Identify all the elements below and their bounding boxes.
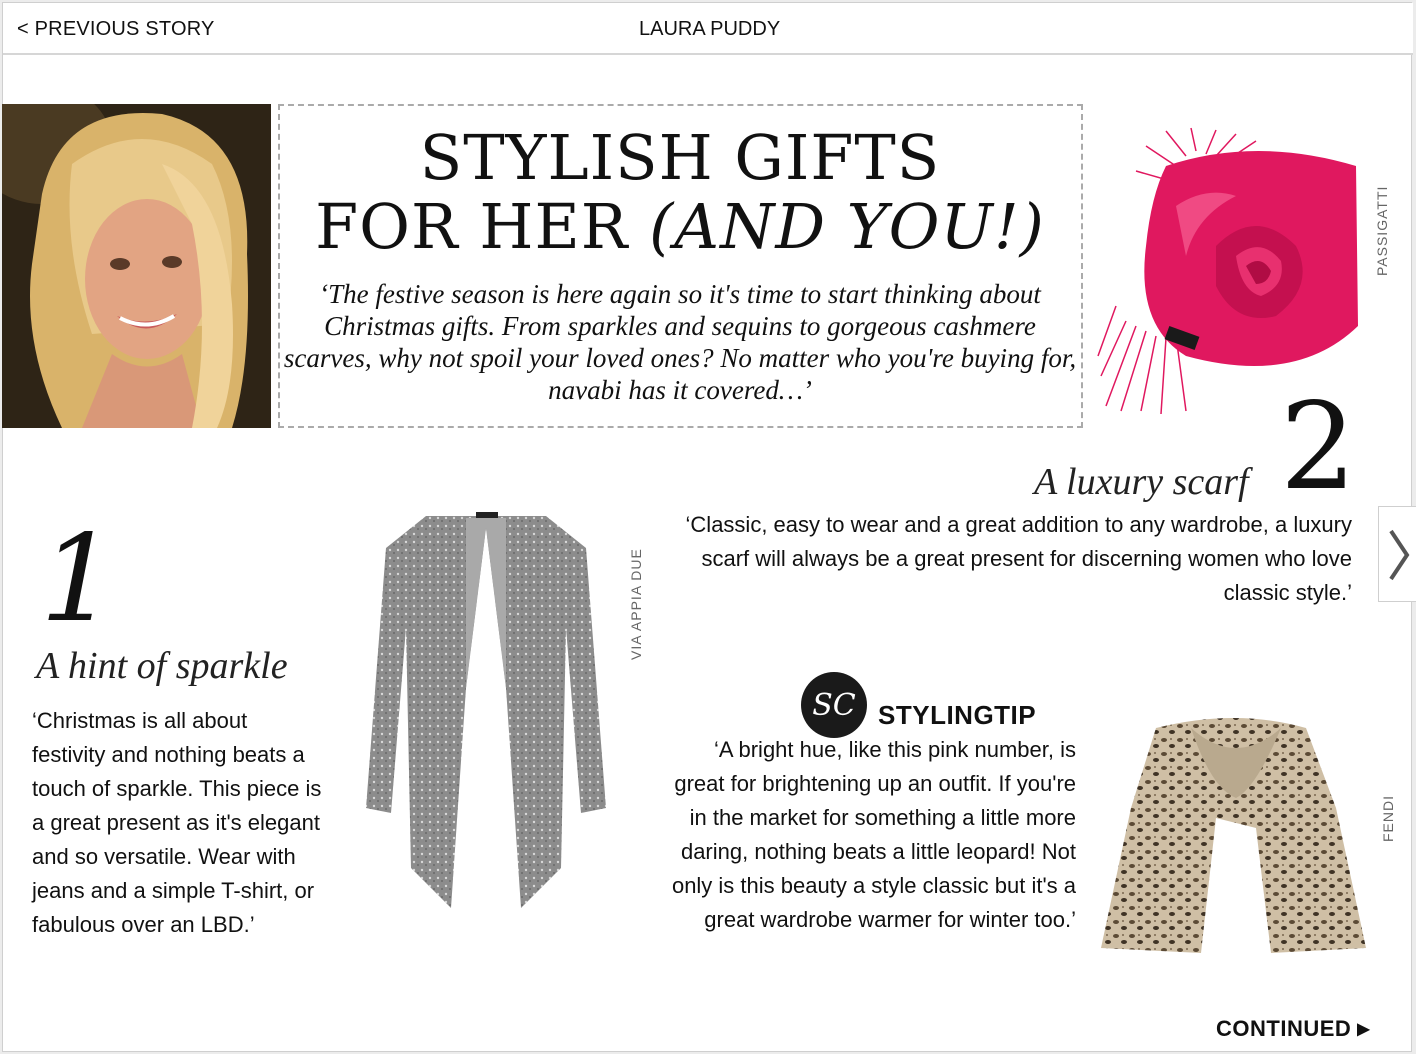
item-2-description: ‘Classic, easy to wear and a great addition to any wardrobe, a luxury scarf will always be a great present for discerning women who love classic style.’ [685,512,1352,605]
styling-tip-text: ‘A bright hue, like this pink number, is great for brightening up an outfit. If you're in the market for something a little more daring, nothing beats a little leopard! Not only is this beauty a style classic but it's a great wardrobe warmer for winter too.’ [671,737,1076,932]
item-2-title: A luxury scarf [1034,461,1249,503]
styling-tip-logo: SC [801,672,867,738]
next-page-button[interactable] [1378,506,1416,602]
item-1-number: 1 [40,510,117,649]
author-name: LAURA PUDDY [639,18,781,40]
leopard-credit: FENDI [1380,795,1396,842]
scarf-credit: PASSIGATTI [1374,185,1390,276]
pink-scarf-image [1096,126,1366,416]
previous-story-link[interactable]: < PREVIOUS STORY [17,18,215,40]
headline-line-1: STYLISH GIFTS [419,121,941,194]
headline-line-2 [280,192,1080,262]
headline-line-2-italic: (AND YOU!) [649,190,1045,263]
styling-tip-label: STYLINGTIP [878,700,1037,730]
item-1-description: ‘Christmas is all about festivity and nothing beats a touch of sparkle. This piece is a great present as it's elegant and so versatile. Wear with jeans and a simple T-shirt, or fabulous over an LBD.’ [32,708,322,937]
item-1-title: A hint of sparkle [36,645,288,687]
sequin-cardigan-image [356,508,616,958]
headline-line-2-plain: FOR HER [315,190,650,263]
author-photo [2,104,271,428]
leopard-scarf-image [1096,708,1374,958]
chevron-right-icon [1379,507,1416,603]
continued-label: CONTINUED [1216,1016,1352,1041]
top-bar [3,3,1413,55]
continued-link[interactable] [1216,1016,1370,1042]
cardigan-credit: VIA APPIA DUE [628,548,644,660]
intro-quote: ‘The festive season is here again so it's time to start thinking about Christmas gifts. From sparkles and sequins to gorgeous cashmere scarves, why not spoil your loved ones? No matter who you're buying for, navabi has it covered…’ [283,279,1077,405]
article-headline [280,121,1080,263]
play-arrow-icon: ▶ [1357,1021,1371,1038]
item-2-number: 2 [1280,378,1357,517]
